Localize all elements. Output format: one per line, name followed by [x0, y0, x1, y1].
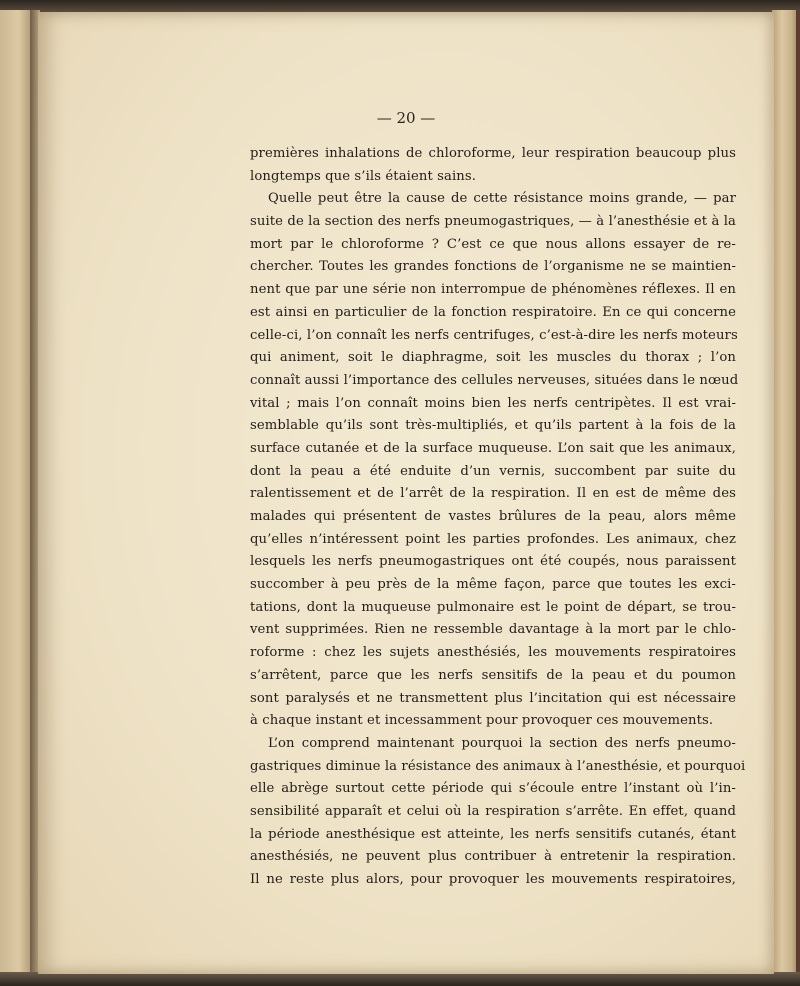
text-line: suite de la section des nerfs pneumogastriques, — à l’anesthésie et à la [250, 214, 736, 230]
text-line: dont la peau a été enduite d’un vernis, succombent par suite du [250, 463, 736, 479]
text-line: Il ne reste plus alors, pour provoquer les mouvements respiratoires, [250, 872, 736, 887]
text-line: Quelle peut être la cause de cette résistance moins grande, — par [268, 191, 736, 207]
text-line: vital ; mais l’on connaît moins bien les nerfs centripètes. Il est vrai- [250, 395, 736, 411]
text-line: malades qui présentent de vastes brûlures de la peau, alors même [250, 509, 736, 524]
text-line: succomber à peu près de la même façon, parce que toutes les exci- [250, 577, 736, 593]
top-scan-edge [0, 0, 800, 12]
text-line: anesthésiés, ne peuvent plus contribuer à entretenir la respiration. [250, 849, 736, 865]
text-line: sont paralysés et ne transmettent plus l’incitation qui est nécessaire [250, 690, 736, 706]
page-number: — 20 — [376, 109, 436, 127]
bottom-scan-edge [0, 972, 800, 986]
text-line: surface cutanée et de la surface muqueuse. L’on sait que les animaux, [250, 440, 736, 456]
text-line: à chaque instant et incessamment pour provoquer ces mouvements. [250, 713, 714, 729]
text-line: elle abrège surtout cette période qui s’écoule entre l’instant où l’in- [250, 781, 736, 797]
text-line: tations, dont la muqueuse pulmonaire est le point de départ, se trou- [250, 599, 736, 615]
body-text [250, 143, 746, 892]
cover-edge [796, 10, 800, 976]
text-line: premières inhalations de chloroforme, leur respiration beaucoup plus [250, 146, 736, 161]
text-line: s’arrêtent, parce que les nerfs sensitifs de la peau et du poumon [250, 667, 736, 683]
text-line: gastriques diminue la résistance des animaux à l’anesthésie, et pourquoi [250, 758, 746, 774]
text-line: qu’elles n’intéressent point les parties profondes. Les animaux, chez [250, 531, 736, 547]
text-line: vent supprimées. Rien ne ressemble davantage à la mort par le chlo- [250, 622, 736, 638]
text-line: chercher. Toutes les grandes fonctions de l’organisme ne se maintien- [250, 259, 736, 275]
text-line: celle-ci, l’on connaît les nerfs centrifuges, c’est-à-dire les nerfs moteurs [250, 327, 738, 343]
text-line: mort par le chloroforme ? C’est ce que nous allons essayer de re- [250, 236, 736, 252]
left-page-edge [0, 10, 34, 976]
text-line: la période anesthésique est atteinte, les nerfs sensitifs cutanés, étant [250, 826, 736, 842]
text-line: semblable qu’ils sont très-multipliés, et qu’ils partent à la fois de la [250, 418, 736, 434]
text-line: roforme : chez les sujets anesthésiés, les mouvements respiratoires [250, 645, 736, 661]
text-line: sensibilité apparaît et celui où la respiration s’arrête. En effet, quand [250, 803, 736, 819]
text-line: ralentissement et de l’arrêt de la respiration. Il en est de même des [250, 486, 736, 502]
paper-page [38, 12, 774, 974]
text-line: longtemps que s’ils étaient sains. [250, 168, 477, 184]
text-line: nent que par une série non interrompue de phénomènes réflexes. Il en [250, 282, 736, 298]
text-line: qui animent, soit le diaphragme, soit les muscles du thorax ; l’on [250, 350, 736, 366]
text-line: connaît aussi l’importance des cellules nerveuses, situées dans le nœud [250, 372, 739, 388]
text-line: est ainsi en particulier de la fonction respiratoire. En ce qui concerne [250, 304, 736, 320]
text-line: lesquels les nerfs pneumogastriques ont été coupés, nous paraissent [250, 554, 736, 570]
text-line: L’on comprend maintenant pourquoi la section des nerfs pneumo- [268, 735, 736, 751]
